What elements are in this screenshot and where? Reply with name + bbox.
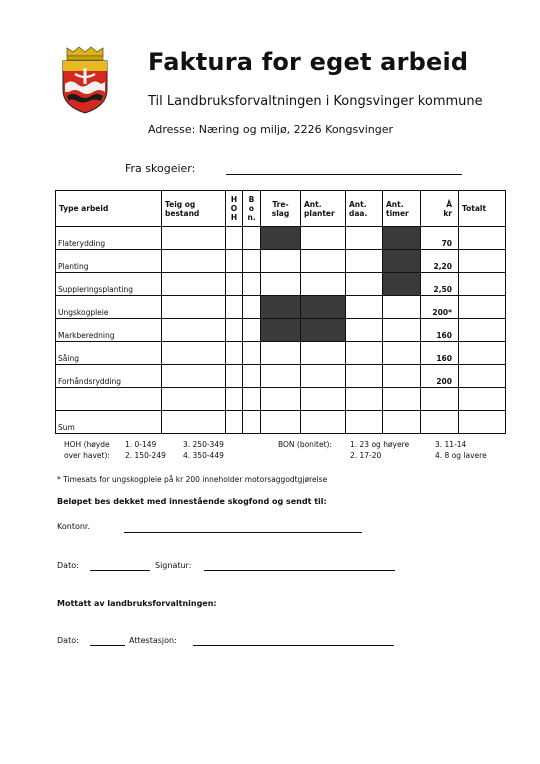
row-cell[interactable] — [162, 227, 226, 250]
row-cell[interactable] — [301, 411, 346, 434]
hoh-option-1: 1. 0-149 — [125, 440, 157, 449]
table-row — [56, 342, 506, 365]
shaded-cell — [261, 227, 301, 250]
row-cell[interactable] — [162, 273, 226, 296]
row-cell[interactable] — [459, 319, 506, 342]
table-row — [56, 227, 506, 250]
shaded-cell — [383, 227, 421, 250]
row-cell[interactable] — [346, 342, 383, 365]
row-cell[interactable] — [162, 388, 226, 411]
row-cell[interactable] — [383, 342, 421, 365]
from-owner-field[interactable] — [226, 174, 462, 175]
row-cell[interactable] — [243, 250, 261, 273]
row-cell[interactable] — [383, 296, 421, 319]
row-rate: 70 — [421, 227, 459, 250]
row-label: Markberedning — [56, 319, 162, 342]
shaded-cell — [383, 250, 421, 273]
row-rate: 200 — [421, 365, 459, 388]
row-cell[interactable] — [243, 319, 261, 342]
row-cell[interactable] — [226, 342, 243, 365]
row-cell[interactable] — [226, 296, 243, 319]
row-cell[interactable] — [346, 365, 383, 388]
account-label: Kontonr. — [57, 522, 91, 531]
row-cell[interactable] — [162, 296, 226, 319]
row-cell[interactable] — [383, 411, 421, 434]
row-cell[interactable] — [162, 319, 226, 342]
header-rate: Å kr — [421, 191, 459, 227]
shaded-cell — [301, 296, 346, 319]
row-label: Flaterydding — [56, 227, 162, 250]
row-rate: 160 — [421, 342, 459, 365]
shaded-cell — [301, 319, 346, 342]
date-field-1[interactable] — [90, 570, 150, 571]
row-cell[interactable] — [261, 388, 301, 411]
row-cell[interactable] — [261, 411, 301, 434]
header-hoh: H O H — [226, 191, 243, 227]
recipient-subtitle: Til Landbruksforvaltningen i Kongsvinger kommune — [148, 94, 483, 109]
header-bon: B o n. — [243, 191, 261, 227]
table-row — [56, 273, 506, 296]
received-heading: Mottatt av landbruksforvaltningen: — [57, 599, 217, 608]
row-cell[interactable] — [162, 411, 226, 434]
header-treslag: Tre- slag — [261, 191, 301, 227]
table-header-row — [56, 191, 506, 227]
bon-option-3: 3. 11-14 — [435, 440, 467, 449]
row-cell[interactable] — [226, 250, 243, 273]
row-cell[interactable] — [243, 411, 261, 434]
row-cell[interactable] — [226, 411, 243, 434]
row-cell[interactable] — [243, 296, 261, 319]
address-line: Adresse: Næring og miljø, 2226 Kongsvinger — [148, 123, 394, 136]
row-cell[interactable] — [301, 273, 346, 296]
page-title: Faktura for eget arbeid — [148, 48, 469, 76]
row-cell[interactable] — [301, 227, 346, 250]
hoh-option-4: 4. 350-449 — [183, 451, 224, 460]
hoh-option-2: 2. 150-249 — [125, 451, 166, 460]
shaded-cell — [261, 296, 301, 319]
row-cell[interactable] — [226, 388, 243, 411]
from-owner-label: Fra skogeier: — [125, 162, 196, 175]
row-cell[interactable] — [226, 365, 243, 388]
shaded-cell — [383, 273, 421, 296]
row-label: Suppleringsplanting — [56, 273, 162, 296]
bon-option-1: 1. 23 og høyere — [350, 440, 410, 449]
row-cell[interactable] — [243, 342, 261, 365]
work-table — [55, 190, 506, 434]
shaded-cell — [261, 319, 301, 342]
row-cell[interactable] — [243, 227, 261, 250]
hoh-legend-label-1: HOH (høyde — [64, 440, 110, 449]
row-cell[interactable] — [243, 273, 261, 296]
row-cell[interactable] — [243, 388, 261, 411]
row-cell[interactable] — [226, 273, 243, 296]
table-row — [56, 388, 506, 411]
table-row — [56, 411, 506, 434]
row-rate: 2,20 — [421, 250, 459, 273]
row-cell[interactable] — [261, 342, 301, 365]
row-cell[interactable] — [301, 388, 346, 411]
hoh-option-3: 3. 250-349 — [183, 440, 224, 449]
row-cell[interactable] — [226, 227, 243, 250]
row-label: Planting — [56, 250, 162, 273]
header-type: Type arbeid — [56, 191, 162, 227]
date-label-1: Dato: — [57, 561, 79, 570]
row-cell[interactable] — [162, 342, 226, 365]
table-row — [56, 365, 506, 388]
signature-label: Signatur: — [155, 561, 192, 570]
row-cell[interactable] — [346, 273, 383, 296]
row-cell[interactable] — [162, 250, 226, 273]
row-cell[interactable] — [459, 273, 506, 296]
row-cell[interactable] — [226, 319, 243, 342]
header-teig: Teig og bestand — [162, 191, 226, 227]
footnote: * Timesats for ungskogpleie på kr 200 inneholder motorsaggodtgjørelse — [57, 475, 328, 484]
row-cell[interactable] — [459, 250, 506, 273]
row-cell[interactable] — [346, 411, 383, 434]
row-cell[interactable] — [383, 365, 421, 388]
row-cell[interactable] — [261, 250, 301, 273]
account-field[interactable] — [124, 532, 362, 533]
signature-field[interactable] — [204, 570, 395, 571]
row-cell[interactable] — [383, 388, 421, 411]
row-cell[interactable] — [459, 388, 506, 411]
row-cell[interactable] — [346, 250, 383, 273]
row-rate: 160 — [421, 319, 459, 342]
row-cell[interactable] — [459, 365, 506, 388]
bon-option-2: 2. 17-20 — [350, 451, 382, 460]
row-label: Sum — [56, 411, 162, 434]
row-cell[interactable] — [459, 296, 506, 319]
row-cell[interactable] — [261, 273, 301, 296]
row-cell[interactable] — [261, 365, 301, 388]
row-rate — [421, 411, 459, 434]
payment-heading: Beløpet bes dekket med innestående skogfond og sendt til: — [57, 497, 327, 506]
header-planter: Ant. planter — [301, 191, 346, 227]
row-cell[interactable] — [346, 227, 383, 250]
table-row — [56, 250, 506, 273]
hoh-legend-label-2: over havet): — [64, 451, 110, 460]
attestation-field[interactable] — [193, 645, 394, 646]
row-cell[interactable] — [301, 365, 346, 388]
header-total: Totalt — [459, 191, 506, 227]
date-field-2[interactable] — [90, 645, 125, 646]
row-rate — [421, 388, 459, 411]
table-row — [56, 296, 506, 319]
municipal-crest-logo — [59, 46, 111, 114]
row-rate: 2,50 — [421, 273, 459, 296]
row-label: Forhåndsrydding — [56, 365, 162, 388]
header-timer: Ant. timer — [383, 191, 421, 227]
row-cell[interactable] — [243, 365, 261, 388]
date-label-2: Dato: — [57, 636, 79, 645]
row-cell[interactable] — [383, 319, 421, 342]
header-daa: Ant. daa. — [346, 191, 383, 227]
bon-option-4: 4. 8 og lavere — [435, 451, 487, 460]
row-label: Såing — [56, 342, 162, 365]
row-cell[interactable] — [301, 250, 346, 273]
row-cell[interactable] — [459, 411, 506, 434]
row-cell[interactable] — [162, 365, 226, 388]
row-cell[interactable] — [459, 227, 506, 250]
row-label: Ungskogpleie — [56, 296, 162, 319]
row-label — [56, 388, 162, 411]
row-cell[interactable] — [301, 342, 346, 365]
table-row — [56, 319, 506, 342]
row-rate: 200* — [421, 296, 459, 319]
row-cell[interactable] — [346, 388, 383, 411]
bon-legend-label: BON (bonitet): — [278, 440, 332, 449]
row-cell[interactable] — [459, 342, 506, 365]
attestation-label: Attestasjon: — [129, 636, 177, 645]
row-cell[interactable] — [346, 319, 383, 342]
row-cell[interactable] — [346, 296, 383, 319]
